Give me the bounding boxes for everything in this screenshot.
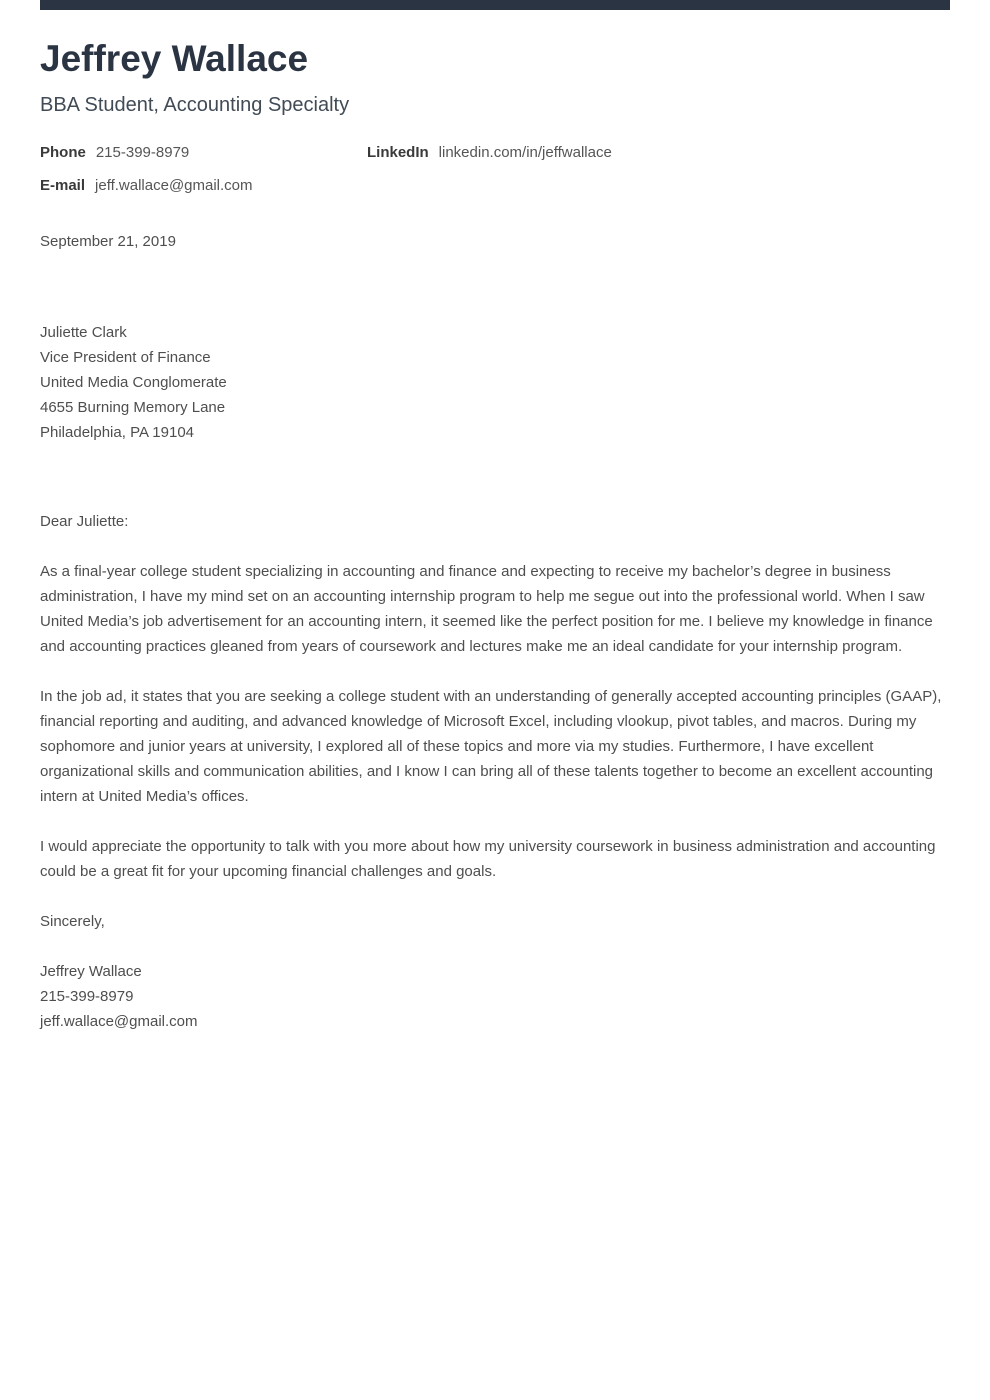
applicant-job-title: BBA Student, Accounting Specialty: [40, 93, 350, 116]
accent-top-bar: [40, 0, 950, 10]
recipient-title: Vice President of Finance: [40, 348, 211, 366]
recipient-street: 4655 Burning Memory Lane: [40, 398, 226, 416]
signature-block: [40, 959, 950, 1034]
contact-email: [40, 177, 367, 195]
phone-label: Phone: [40, 143, 86, 161]
email-value: jeff.wallace@gmail.com: [95, 176, 253, 194]
applicant-name: Jeffrey Wallace: [40, 38, 309, 79]
letter-paragraph-2: In the job ad, it states that you are seeking a college student with an understanding of generally accepted accounting principles (GAAP), financial reporting and auditing, and advanced knowledge of Microsoft Excel, including vlookup, pivot tables, and macros. During my sophomore and junior years at university, I explored all of these topics and more via my studies. Furthermore, I have excellent organizational skills and communication abilities, and I know I can bring all of these talents together to become an excellent accounting intern at United Media’s offices.: [40, 687, 942, 805]
signature-email: jeff.wallace@gmail.com: [40, 1012, 198, 1030]
contact-section: [40, 144, 950, 195]
linkedin-value: linkedin.com/in/jeffwallace: [438, 143, 612, 161]
letter-date: September 21, 2019: [40, 232, 176, 250]
signature-phone: 215-399-8979: [40, 987, 134, 1005]
letter-paragraph-3: I would appreciate the opportunity to talk with you more about how my university coursework in business administration and accounting could be a great fit for your upcoming financial challenges and goals.: [40, 837, 936, 880]
salutation: Dear Juliette:: [40, 512, 129, 530]
email-label: E-mail: [40, 176, 86, 194]
recipient-city: Philadelphia, PA 19104: [40, 423, 195, 441]
recipient-name: Juliette Clark: [40, 323, 127, 341]
contact-linkedin: [367, 144, 612, 162]
recipient-block: [40, 320, 950, 445]
linkedin-label: LinkedIn: [367, 143, 429, 161]
contact-row-2: [40, 177, 950, 195]
letter-body: [40, 232, 950, 1034]
signature-name: Jeffrey Wallace: [40, 962, 142, 980]
closing: Sincerely,: [40, 912, 105, 930]
letter-paragraph-1: As a final-year college student specializing in accounting and finance and expecting to receive my bachelor’s degree in business administration, I have my mind set on an accounting internship program to help me segue out into the professional world. When I saw United Media’s job advertisement for an accounting intern, it seemed like the perfect position for me. I believe my knowledge in finance and accounting practices gleaned from years of coursework and lectures make me an ideal candidate for your internship program.: [40, 562, 933, 655]
recipient-company: United Media Conglomerate: [40, 373, 227, 391]
phone-value: 215-399-8979: [95, 143, 190, 161]
contact-row-1: [40, 144, 950, 162]
contact-phone: [40, 144, 367, 162]
